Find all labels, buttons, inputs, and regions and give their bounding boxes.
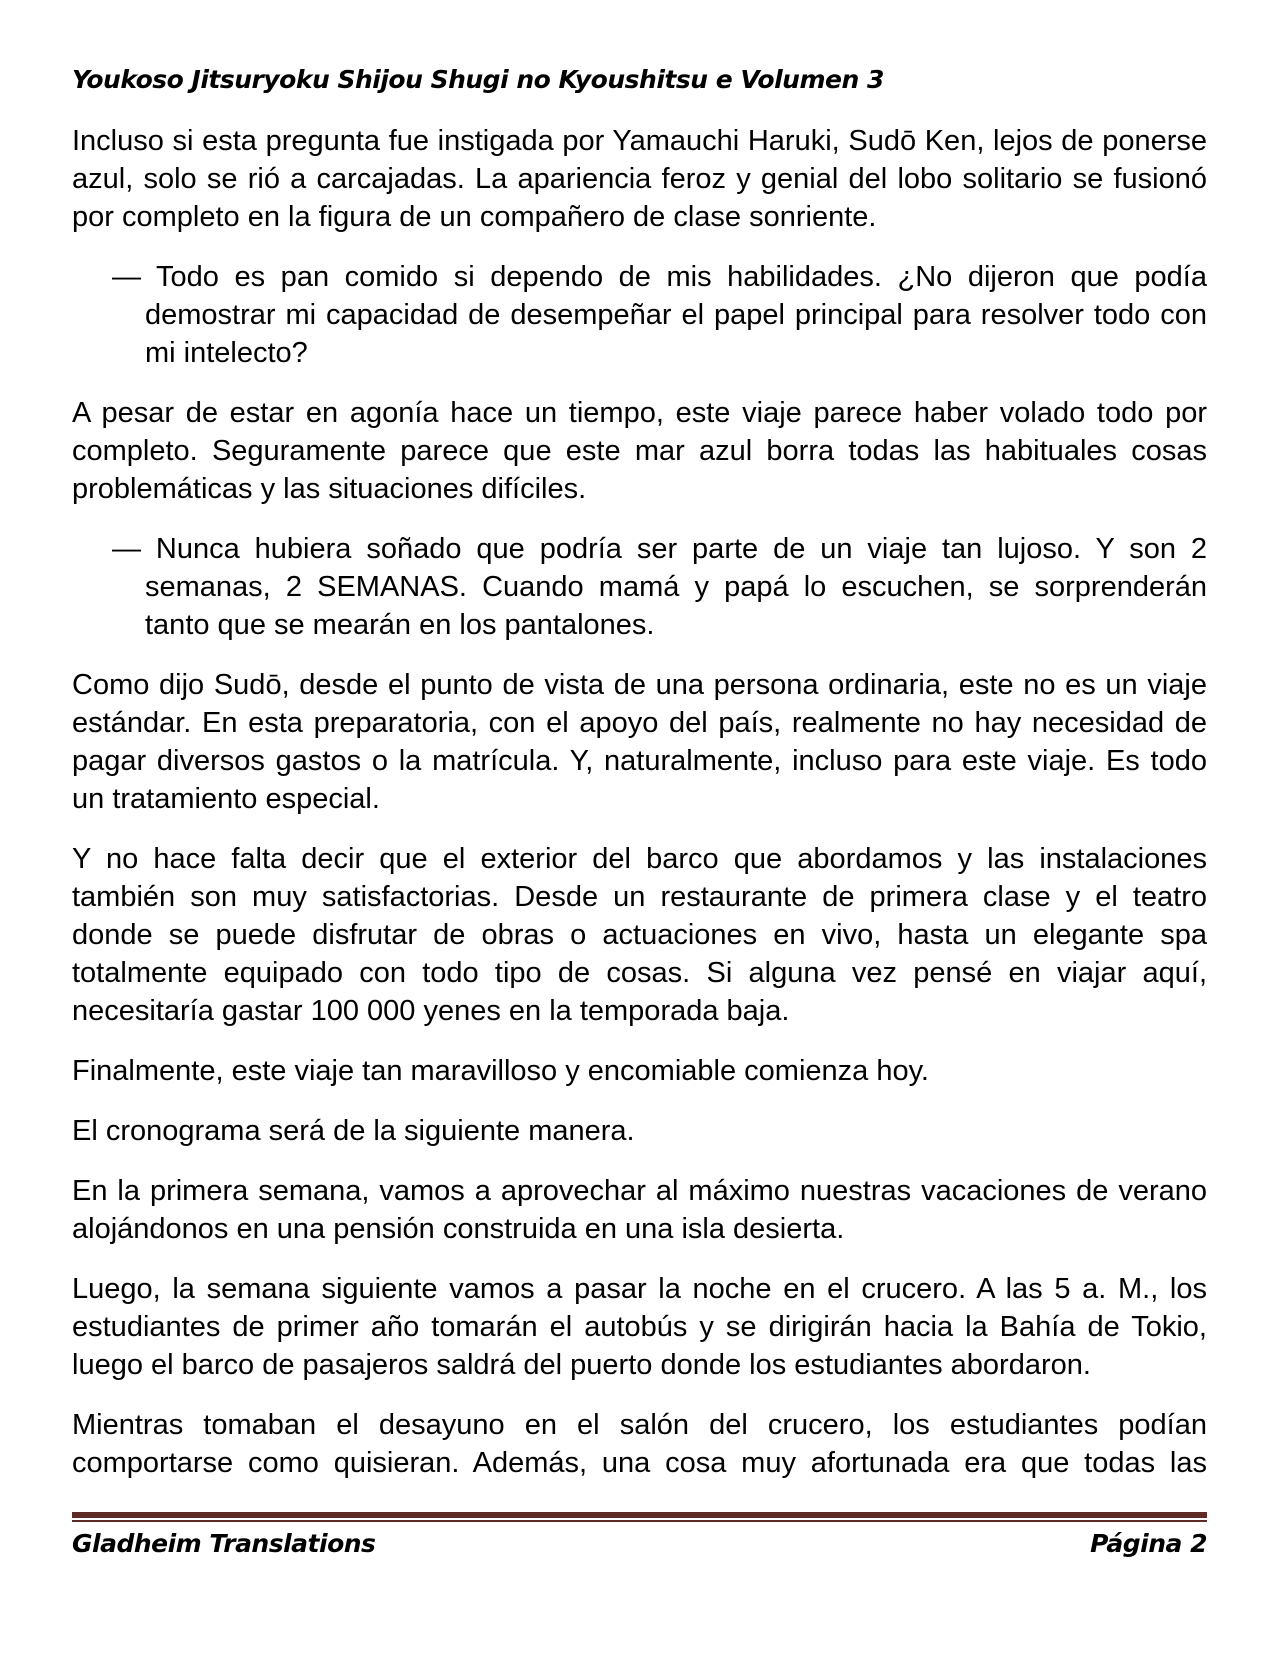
footer-page-number: Página 2 [1090,1529,1207,1558]
footer-translator-credit: Gladheim Translations [72,1529,376,1558]
page-header-title: Youkoso Jitsuryoku Shijou Shugi no Kyoushitsu e Volumen 3 [72,65,884,94]
body-paragraph: El cronograma será de la siguiente manera. [72,1115,635,1147]
page-footer [72,1512,1207,1558]
body-paragraph: Incluso si esta pregunta fue instigada por Yamauchi Haruki, Sudō Ken, lejos de ponerse azul, solo se rió a carcajadas. La apariencia feroz y genial del lobo solitario se fusionó por completo en la figura de un compañero de clase sonriente. [72,125,1207,233]
body-paragraph: Como dijo Sudō, desde el punto de vista de una persona ordinaria, este no es un viaje estándar. En esta preparatoria, con el apoyo del país, realmente no hay necesidad de pagar diversos gastos o la matrícula. Y, naturalmente, incluso para este viaje. Es todo un tratamiento especial. [72,669,1207,815]
dialogue-paragraph: — Nunca hubiera soñado que podría ser parte de un viaje tan lujoso. Y son 2 semanas, 2 SEMANAS. Cuando mamá y papá lo escuchen, se sorprenderán tanto que se mearán en los pantalones. [112,533,1207,641]
body-paragraph: Finalmente, este viaje tan maravilloso y encomiable comienza hoy. [72,1055,929,1087]
document-body [72,122,1207,1482]
dialogue-paragraph: — Todo es pan comido si dependo de mis habilidades. ¿No dijeron que podía demostrar mi capacidad de desempeñar el papel principal para resolver todo con mi intelecto? [112,261,1207,369]
footer-rule-thick [72,1512,1207,1518]
footer-rule-thin [72,1520,1207,1522]
body-paragraph: Luego, la semana siguiente vamos a pasar la noche en el crucero. A las 5 a. M., los estudiantes de primer año tomarán el autobús y se dirigirán hacia la Bahía de Tokio, luego el barco de pasajeros saldrá del puerto donde los estudiantes abordaron. [72,1273,1207,1381]
footer-text-row [72,1529,1207,1558]
body-paragraph: Y no hace falta decir que el exterior del barco que abordamos y las instalaciones también son muy satisfactorias. Desde un restaurante de primera clase y el teatro donde se puede disfrutar de obras o actuaciones en vivo, hasta un elegante spa totalmente equipado con todo tipo de cosas. Si alguna vez pensé en viajar aquí, necesitaría gastar 100 000 yenes en la temporada baja. [72,843,1207,1027]
body-paragraph: A pesar de estar en agonía hace un tiempo, este viaje parece haber volado todo por completo. Seguramente parece que este mar azul borra todas las habituales cosas problemáticas y las situaciones difíciles. [72,397,1207,505]
page-content [72,64,1207,1482]
body-paragraph: Mientras tomaban el desayuno en el salón del crucero, los estudiantes podían comportarse como quisieran. Además, una cosa muy afortunada era que todas las [72,1409,1207,1479]
body-paragraph: En la primera semana, vamos a aprovechar al máximo nuestras vacaciones de verano alojándonos en una pensión construida en una isla desierta. [72,1175,1207,1245]
